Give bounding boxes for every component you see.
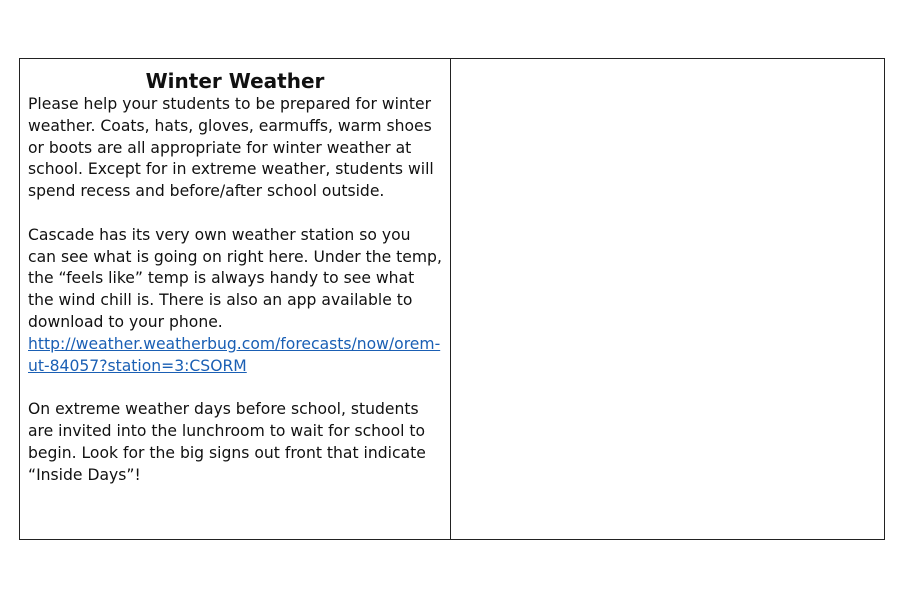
paragraph-inside-days: On extreme weather days before school, students are invited into the lunchroom to wait for school to begin. Look for the big signs out front that indicate “Inside Days”! [28,400,426,484]
weather-station-text: Cascade has its very own weather station so you can see what is going on right here. Under the temp, the “feels like” temp is always handy to see what the wind chill is. There is also an app available to download to your phone. [28,225,442,331]
weatherbug-link[interactable]: http://weather.weatherbug.com/forecasts/now/orem-ut-84057?station=3:CSORM [28,334,441,375]
page-title: Winter Weather [145,69,325,93]
paragraph-weather-station [28,225,442,378]
winter-weather-cell [20,59,451,539]
paragraph-preparation: Please help your students to be prepared for winter weather. Coats, hats, gloves, earmuffs, warm shoes or boots are all appropriate for winter weather at school. Except for in extreme weather, students will spend recess and before/after school outside. [28,95,434,201]
empty-cell [451,59,884,539]
document-table [19,58,885,540]
